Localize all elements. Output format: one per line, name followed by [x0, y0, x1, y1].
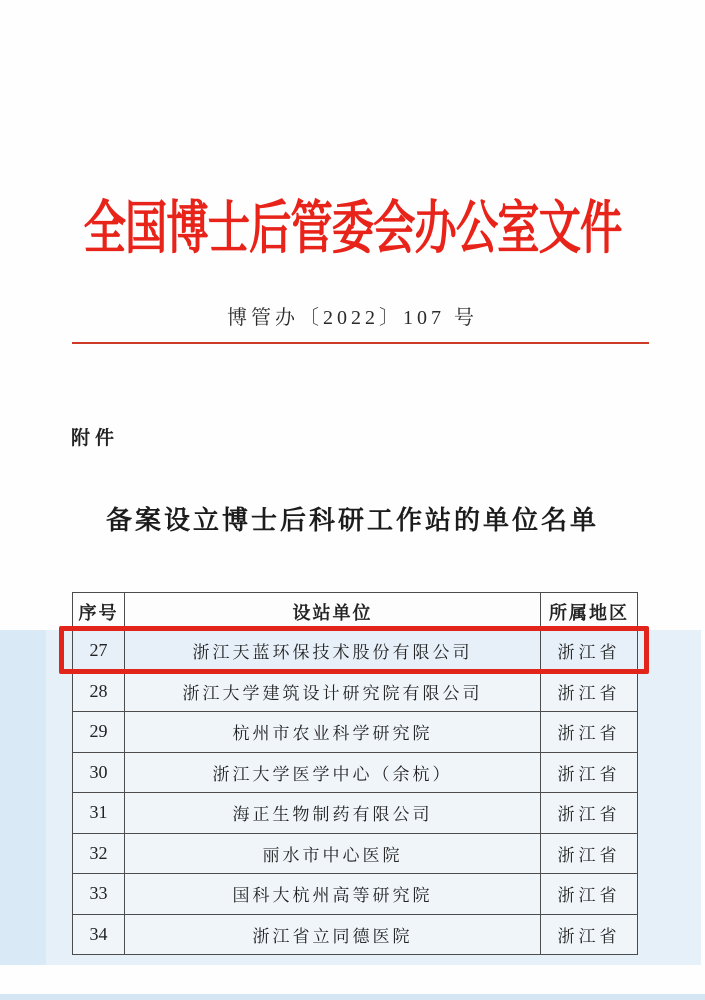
red-divider-line — [72, 342, 649, 344]
cell-unit-name: 杭州市农业科学研究院 — [125, 712, 541, 753]
table-row — [73, 833, 638, 874]
cell-serial-number: 27 — [73, 631, 125, 672]
cell-serial-number: 29 — [73, 712, 125, 753]
units-table — [72, 592, 638, 955]
cell-serial-number: 28 — [73, 671, 125, 712]
table-row — [73, 914, 638, 955]
table-title: 备案设立博士后科研工作站的单位名单 — [105, 506, 599, 535]
cell-unit-name: 浙江大学医学中心（余杭） — [125, 752, 541, 793]
cell-serial-number: 32 — [73, 833, 125, 874]
cell-region: 浙江省 — [541, 874, 638, 915]
header-region: 所属地区 — [541, 593, 638, 631]
cell-unit-name: 丽水市中心医院 — [125, 833, 541, 874]
cell-serial-number: 34 — [73, 914, 125, 955]
cell-serial-number: 31 — [73, 793, 125, 834]
document-number: 博管办〔2022〕107 号 — [227, 307, 478, 329]
table-row — [73, 671, 638, 712]
cell-unit-name: 国科大杭州高等研究院 — [125, 874, 541, 915]
cell-serial-number: 33 — [73, 874, 125, 915]
table-header-row — [73, 593, 638, 631]
table-body — [73, 631, 638, 955]
table-row — [73, 631, 638, 672]
attachment-label: 附件 — [71, 428, 120, 449]
cell-region: 浙江省 — [541, 914, 638, 955]
cell-serial-number: 30 — [73, 752, 125, 793]
cell-region: 浙江省 — [541, 793, 638, 834]
selection-bottom-strip — [0, 994, 705, 1000]
cell-unit-name: 浙江天蓝环保技术股份有限公司 — [125, 631, 541, 672]
table-row — [73, 793, 638, 834]
cell-region: 浙江省 — [541, 631, 638, 672]
cell-region: 浙江省 — [541, 752, 638, 793]
table-row — [73, 712, 638, 753]
selection-left-strip — [0, 630, 46, 965]
table-row — [73, 874, 638, 915]
cell-region: 浙江省 — [541, 833, 638, 874]
cell-region: 浙江省 — [541, 671, 638, 712]
table-row — [73, 752, 638, 793]
cell-unit-name: 海正生物制药有限公司 — [125, 793, 541, 834]
document-title: 全国博士后管委会办公室文件 — [83, 196, 622, 261]
cell-unit-name: 浙江省立同德医院 — [125, 914, 541, 955]
cell-region: 浙江省 — [541, 712, 638, 753]
header-unit-name: 设站单位 — [125, 593, 541, 631]
header-serial-number: 序号 — [73, 593, 125, 631]
cell-unit-name: 浙江大学建筑设计研究院有限公司 — [125, 671, 541, 712]
